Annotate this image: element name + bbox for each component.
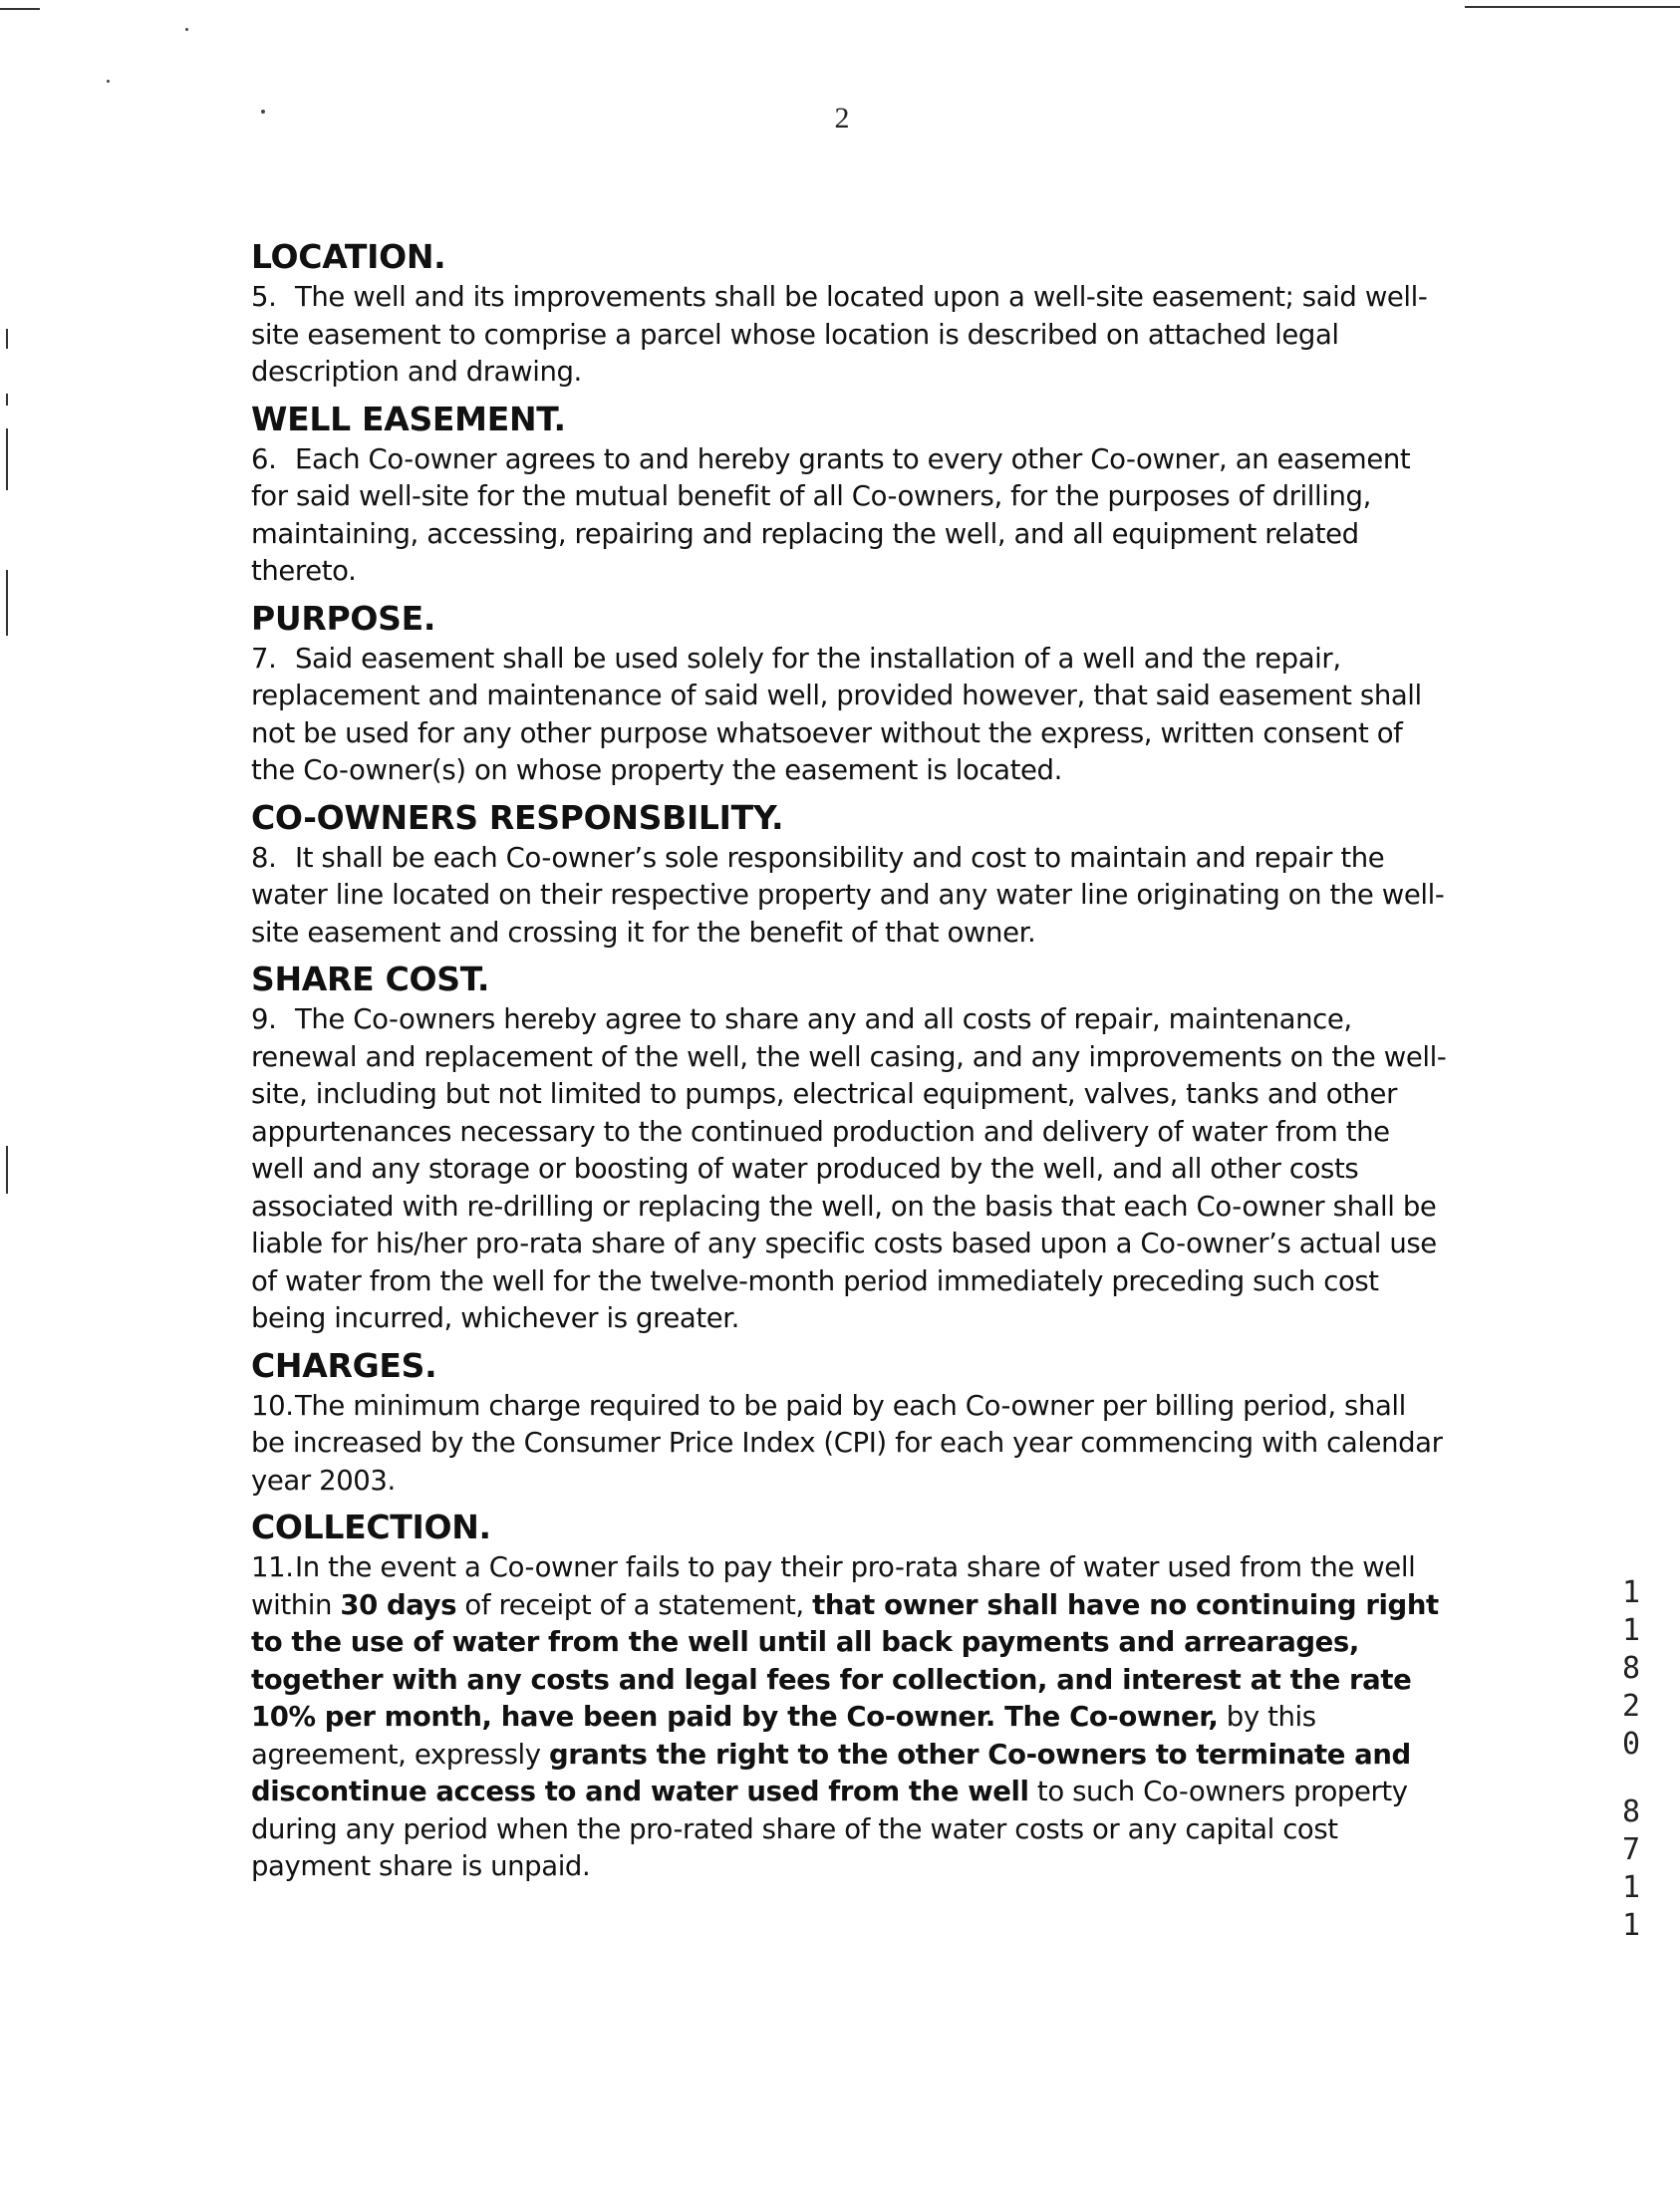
text-run: Said easement shall be used solely for the installation of a well and the repair, replacement and maintenance of said well, provided however, that said easement shall not be used for any other purpose whatsoever without the express, written consent of the Co-owner(s) on whose property the easement is located. — [251, 642, 1422, 786]
paragraph-number: 10. — [251, 1389, 294, 1422]
section-heading: SHARE COST. — [251, 960, 490, 998]
section-heading: LOCATION. — [251, 237, 446, 276]
scan-artifact-left-mark — [6, 570, 8, 636]
paragraph-number: 11. — [251, 1551, 294, 1583]
bold-text-run: that owner shall have no continuing right to the use of water from the well until all back payments and arrearages, together with any costs and legal fees for collection, and interest at the rate 10% per month, have been paid by the Co-owner. The Co-owner, — [251, 1588, 1439, 1733]
text-run: The minimum charge required to be paid by each Co-owner per billing period, shall be increased by the Consumer Price Index (CPI) for each year commencing with calendar year 2003. — [251, 1389, 1443, 1497]
text-run: The Co-owners hereby agree to share any and all costs of repair, maintenance, renewal and replacement of the well, the well casing, and any improvements on the well-site, including but not limited to pumps, electrical equipment, valves, tanks and other appurtenances necessary to the continued production and delivery of water from the well and any storage or boosting of water produced by the well, and all other costs associated with re-drilling or replacing the well, on the basis that each Co-owner shall be liable for his/her pro-rata share of any specific costs based upon a Co-owner’s actual use of water from the well for the twelve-month period immediately preceding such cost being incurred, whichever is greater. — [251, 1003, 1447, 1334]
text-run: The well and its improvements shall be located upon a well-site easement; said well-site easement to comprise a parcel whose location is described on attached legal description and drawing. — [251, 281, 1428, 388]
document-body — [251, 235, 1447, 1892]
stamp-digit: 0 — [1621, 1727, 1641, 1762]
stamp-digit: 1 — [1621, 1575, 1641, 1610]
scan-artifact-left-mark — [6, 428, 8, 490]
section-heading: COLLECTION. — [251, 1508, 491, 1546]
stamp-gap — [1616, 1764, 1646, 1793]
section-paragraph — [251, 641, 1447, 790]
text-run: by this agreement, expressly — [251, 1701, 1316, 1771]
section-paragraph — [251, 840, 1447, 953]
scan-artifact-left-mark — [6, 1146, 8, 1194]
text-run: It shall be each Co-owner’s sole responsibility and cost to maintain and repair the water line located on their respective property and any water line originating on the well-site easement and crossing it for the benefit of that owner. — [251, 841, 1445, 949]
paragraph-number: 8. — [251, 841, 277, 874]
stamp-digit: 7 — [1621, 1832, 1641, 1867]
bold-text-run: grants the right to the other Co-owners to terminate and discontinue access to and water used from the well — [251, 1738, 1411, 1807]
section-paragraph — [251, 441, 1447, 591]
stamp-digit: 1 — [1621, 1613, 1641, 1648]
bold-text-run: 30 days — [340, 1588, 457, 1621]
scan-artifact-top-right-line — [1465, 6, 1680, 8]
scan-artifact-left-mark — [6, 329, 8, 349]
text-run: In the event a Co-owner fails to pay their pro-rata share of water used from the well within — [251, 1551, 1416, 1621]
paragraph-number: 5. — [251, 281, 277, 313]
stamp-digit: 1 — [1621, 1870, 1641, 1905]
section-paragraph — [251, 1388, 1447, 1501]
stamp-digit: 1 — [1621, 1908, 1641, 1943]
page-number: 2 — [834, 102, 850, 135]
section-paragraph — [251, 279, 1447, 392]
scan-artifact-dot — [107, 80, 110, 83]
scan-artifact-top-left-line — [0, 8, 40, 10]
stamp-digit: 2 — [1621, 1689, 1641, 1724]
stamp-digit: 8 — [1621, 1651, 1641, 1686]
section-paragraph — [251, 1549, 1447, 1886]
stamp-digit: 8 — [1621, 1794, 1641, 1829]
section-heading: CO-OWNERS RESPONSBILITY. — [251, 797, 784, 837]
section-paragraph — [251, 1001, 1447, 1338]
paragraph-number: 7. — [251, 642, 277, 675]
section-heading: WELL EASEMENT. — [251, 399, 566, 438]
section-heading: PURPOSE. — [251, 598, 436, 638]
scan-artifact-left-mark — [6, 394, 8, 406]
text-run: to such Co-owners property during any period when the pro-rated share of the water costs or any capital cost payment share is unpaid. — [251, 1776, 1408, 1882]
paragraph-number: 6. — [251, 442, 277, 475]
scan-artifact-dot — [185, 28, 188, 31]
scan-artifact-dot — [261, 110, 265, 114]
text-run: of receipt of a statement, — [456, 1588, 813, 1621]
margin-stamp — [1616, 1574, 1646, 1945]
text-run: Each Co-owner agrees to and hereby grants to every other Co-owner, an easement for said well-site for the mutual benefit of all Co-owners, for the purposes of drilling, maintaining, accessing, repairing and replacing the well, and all equipment related thereto. — [251, 442, 1411, 587]
section-heading: CHARGES. — [251, 1345, 437, 1385]
paragraph-number: 9. — [251, 1003, 277, 1035]
